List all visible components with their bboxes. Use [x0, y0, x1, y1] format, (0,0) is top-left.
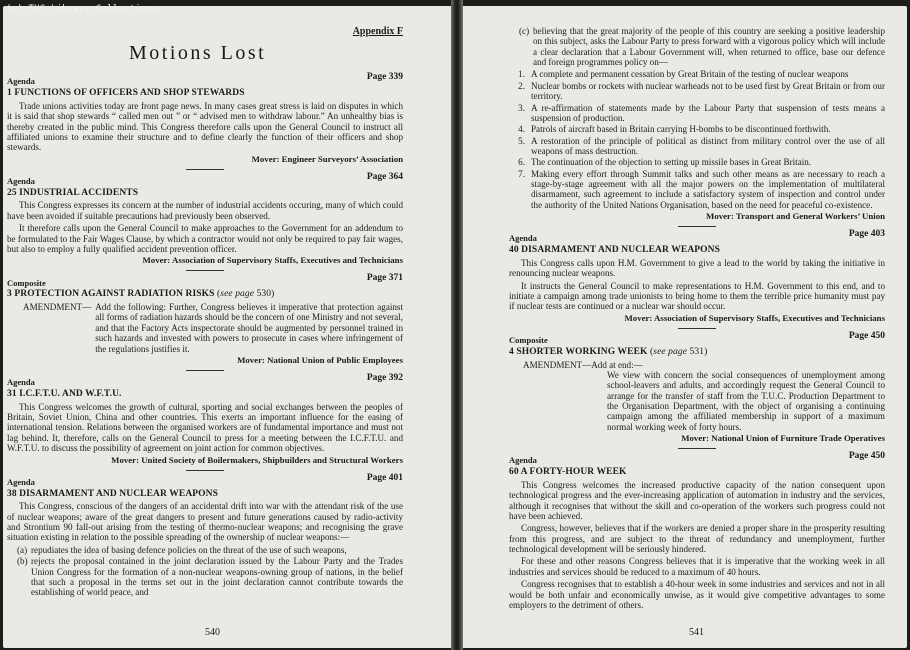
section-divider [186, 270, 224, 271]
section-divider [678, 448, 716, 449]
page-number: 541 [689, 626, 704, 638]
item-label: 1. [518, 69, 525, 80]
motion-title: 4 SHORTER WORKING WEEK (see page 531) [509, 346, 708, 357]
motion-mover: Mover: National Union of Public Employees [237, 354, 403, 365]
motion-3-radiation-risks [7, 273, 403, 365]
motion-kind: Agenda [7, 476, 35, 487]
item-label: 7. [518, 168, 525, 179]
item-text: A re-affirmation of statements made by the Labour Party that suspension of tests means a suspension of production. [531, 102, 885, 123]
section-divider [186, 470, 224, 471]
amendment-lead: AMENDMENT—Add at end:— [523, 359, 643, 370]
section-divider [186, 370, 224, 371]
motion-paragraph: Trade unions activities today are front page news. In many cases great stress is laid on disputes in which it is said that shop stewards “ called men out ” or “ advised men to withdraw labour.” An unhealthy bias is thereby created in the public mind. This Congress therefore calls upon the General Council to instruct all affiliated unions to examine their structure and to define clearly the function of their officers and shop stewards. [7, 100, 403, 153]
item-text: Patrols of aircraft based in Britain carrying H-bombs to be discontinued forthwith. [531, 124, 831, 135]
item-label: 2. [518, 80, 525, 91]
item-text: Making every effort through Summit talks and such other means as are necessary to reach a stage-by-stage agreement with all the major powers on the implementation of multilateral disarmament, such agreement to include a satisfactory system of inspection and control under the authority of the United Nations Organisation, based on the need for peaceful co-existence. [531, 168, 885, 210]
amendment-text: Add the following: Further, Congress believes it imperative that protection against all forms of radiation hazards should be the concern of one Ministry and not several, and that the Factory Acts inspectorate should be augmented by personnel trained in such hazards and invested with powers to prosecute in cases where infringement of the regulations justifies it. [95, 302, 403, 354]
motion-page-ref: Page 371 [366, 273, 403, 284]
motion-paragraph: This Congress welcomes the growth of cultural, sporting and social exchanges between the peoples of Britain, Soviet Union, China and other countries. This exerts an important influence for the easing of international tension. Relations between the organised workers are of fundamental importance and must not lag behind. It, therefore, calls on the General Council to press for a meeting between the I.C.F.T.U. and W.F.T.U. to discuss the possibility of agreement on joint action for common objectives. [7, 401, 403, 454]
continued-item-list [509, 26, 885, 67]
motion-mover: Mover: Engineer Surveyors’ Association [251, 153, 403, 164]
motion-page-ref: Page 392 [366, 372, 403, 383]
cross-reference: see page [653, 346, 688, 357]
motion-paragraph: For these and other reasons Congress believes that it is imperative that the working week in all industries and services should be reduced to a maximum of 40 hours. [509, 556, 885, 577]
cross-reference-page: 530 [256, 289, 272, 300]
motion-title: 60 A FORTY-HOUR WEEK [509, 467, 627, 478]
item-text: repudiates the idea of basing defence policies on the threat of the use of such weapons, [31, 544, 347, 555]
motion-title: 25 INDUSTRIAL ACCIDENTS [7, 187, 139, 198]
list-item [509, 136, 885, 157]
item-label: 3. [518, 102, 525, 113]
list-item [7, 545, 403, 555]
motion-paragraph: Congress recognises that to establish a 40-hour week in some industries and services and not in all would be both unfair and economically unwise, as it would give competitive advantages to some employers to the detriment of others. [509, 579, 885, 610]
book-gutter [451, 0, 463, 650]
motion-paragraph: This Congress expresses its concern at the number of industrial accidents occuring, many of which could have been avoided if suitable precautions had previously been observed. [7, 200, 403, 221]
section-divider [678, 328, 716, 329]
motion-item-list [7, 545, 403, 598]
item-label: (a) [17, 544, 28, 555]
item-label: 5. [518, 135, 525, 146]
amendment [23, 302, 403, 354]
section-divider [678, 226, 716, 227]
item-text: A restoration of the principle of political as distinct from military control over the use of all weapons of mass destruction. [531, 135, 885, 156]
item-text: rejects the proposal contained in the joint declaration issued by the Labour Party and the Trades Union Congress for the formation of a non-nuclear weapons-owning group of nations, in the belief that such a proposal in the terms set out in the joint declaration cannot contribute towards the establishing of world peace, and [31, 556, 403, 598]
motion-title: 38 DISARMAMENT AND NUCLEAR WEAPONS [7, 488, 219, 499]
motion-paragraph: This Congress calls upon H.M. Government to give a lead to the world by taking the initiative in renouncing nuclear weapons. [509, 257, 885, 279]
motion-paragraph: This Congress, conscious of the dangers of an accidental drift into war with the attendant risk of the use of nuclear weapons; aware of the great dangers to present and future generations caused by radio-activity and Strontium 90 fall-out arising from the testing of thermo-nuclear weapons; and recognising the grave situation existing in relation to the possible spreading of the ownership of nuclear weapons:— [7, 501, 403, 543]
motion-4-shorter-working-week [509, 330, 885, 444]
cross-reference: see page [220, 289, 255, 300]
motion-page-ref: Page 450 [848, 451, 885, 462]
motion-title: 31 I.C.F.T.U. AND W.F.T.U. [7, 388, 122, 399]
page-title: Motions Lost [129, 42, 267, 64]
motion-mover: Mover: Association of Supervisory Staffs, Executives and Technicians [624, 312, 885, 323]
item-text: Nuclear bombs or rockets with nuclear warheads not to be used first by Great Britain or from our territory. [531, 80, 885, 102]
list-item [509, 103, 885, 124]
item-label: 4. [518, 124, 525, 135]
motion-paragraph: This Congress welcomes the increased productive capacity of the nation consequent upon technological progress and the ever-increasing application of automation in industry and the services, although it recognises that without the skill and co-operation of the workers such progress could not have been achieved. [509, 479, 885, 522]
appendix-label: Appendix F [352, 26, 403, 37]
list-item [509, 157, 885, 167]
motion-title-text: 4 SHORTER WORKING WEEK [509, 346, 648, 357]
motion-title: 3 PROTECTION AGAINST RADIATION RISKS (see page 530) [7, 289, 275, 300]
motion-kind: Agenda [509, 233, 537, 244]
motion-paragraph: It therefore calls upon the General Council to make approaches to the Government for an addendum to be formulated to the Fair Wages Clause, by which a contractor would not only be required to pay fair wages, but also to employ a fully qualified accident prevention officer. [7, 223, 403, 254]
motion-kind: Composite [509, 335, 548, 346]
numbered-policy-list [509, 69, 885, 210]
list-item [509, 124, 885, 134]
motion-title: 1 FUNCTIONS OF OFFICERS AND SHOP STEWARDS [7, 88, 245, 98]
motion-mover: Mover: Association of Supervisory Staffs, Executives and Technicians [142, 255, 403, 266]
motion-title-text: 3 PROTECTION AGAINST RADIATION RISKS [7, 289, 215, 300]
motion-paragraph: It instructs the General Council to make representations to H.M. Government to this end, and to initiate a campaign among trade unionists to bring home to them the terrible price humanity must pay if nuclear tests are continued or a nuclear war should occur. [509, 280, 885, 312]
motion-page-ref: Page 364 [366, 171, 403, 182]
motion-kind: Composite [7, 277, 46, 288]
motion-title: 40 DISARMAMENT AND NUCLEAR WEAPONS [509, 245, 721, 256]
list-item [509, 69, 885, 79]
right-page [463, 6, 907, 648]
item-label: 6. [518, 157, 525, 168]
item-text: A complete and permanent cessation by Great Britain of the testing of nuclear weapons [531, 69, 849, 80]
amendment-text: We view with concern the social consequences of unemployment among school-leavers and adults, and accordingly request the General Council to arrange for the transfer of staff from the T.U.C. Production Department to the Organisation Department, with the object of organising a continuing campaign among the affiliated membership in support of a maximum normal working week of forty hours. [607, 369, 885, 432]
list-item [7, 556, 403, 597]
motion-mover: Mover: National Union of Furniture Trade Operatives [681, 433, 885, 444]
section-divider [186, 169, 224, 170]
motion-31-icftu-wftu [7, 372, 403, 465]
motion-mover: Mover: United Society of Boilermakers, Shipbuilders and Structural Workers [111, 454, 403, 465]
item-label: (b) [17, 556, 28, 567]
motion-kind: Agenda [509, 455, 537, 466]
motion-page-ref: Page 450 [848, 330, 885, 341]
motion-38-disarmament [7, 472, 403, 598]
page-number: 540 [205, 626, 220, 638]
motion-25-industrial-accidents [7, 171, 403, 266]
motion-kind: Agenda [7, 76, 35, 87]
motion-kind: Agenda [7, 175, 35, 186]
item-label: (c) [519, 26, 530, 36]
list-item [509, 81, 885, 102]
motion-page-ref: Page 403 [848, 229, 885, 240]
left-motions [7, 72, 403, 602]
motion-paragraph: Congress, however, believes that if the workers are denied a proper share in the prosperity resulting from this progress, and are subject to the threat of redundancy and unemployment, further technological development will be seriously hindered. [509, 523, 885, 555]
item-text: The continuation of the objection to setting up missile bases in Great Britain. [531, 157, 812, 168]
motion-60-forty-hour-week [509, 451, 885, 610]
list-item [509, 26, 885, 67]
motion-kind: Agenda [7, 377, 35, 388]
copyright-notice: (c) TUC Library Collections [6, 4, 158, 14]
amendment [523, 360, 885, 433]
motion-1-functions-of-officers [7, 72, 403, 164]
motion-page-ref: Page 401 [366, 472, 403, 483]
item-text: believing that the great majority of the people of this country are seeking a positive leadership on this subject, asks the Labour Party to press forward with a vigorous policy which will include a clear declaration that a Labour Government will, when returned to office, base our defence and foreign programmes policy on— [533, 26, 885, 68]
motion-page-ref: Page 339 [366, 72, 403, 82]
cross-reference-page: 531 [689, 346, 705, 357]
motion-mover: Mover: Transport and General Workers’ Union [706, 211, 885, 222]
motion-40-disarmament [509, 229, 885, 323]
list-item [509, 169, 885, 210]
right-motions [509, 26, 885, 614]
left-page [3, 6, 451, 648]
amendment-lead: AMENDMENT— [23, 302, 92, 313]
